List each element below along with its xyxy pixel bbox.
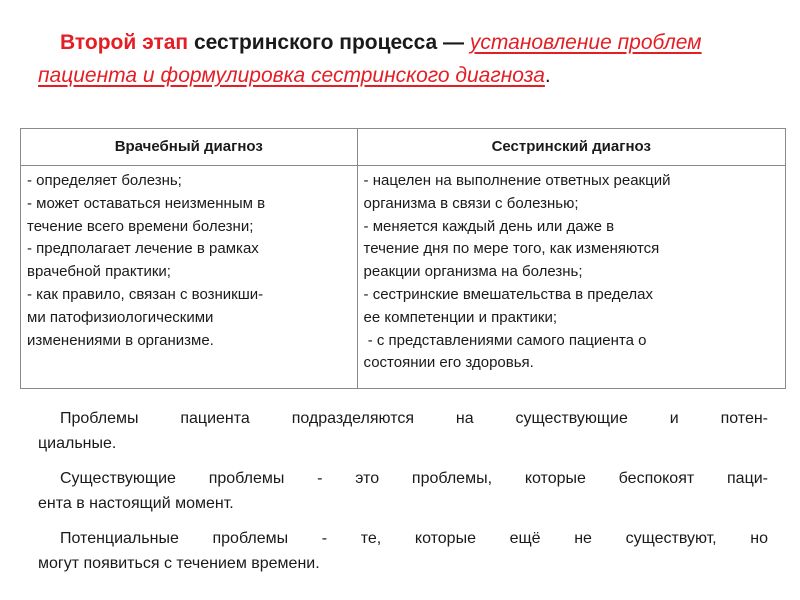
paragraph-line: ента в настоящий момент. <box>38 495 234 512</box>
cell-line: врачебной практики; <box>27 263 171 281</box>
cell-line: течение всего времени болезни; <box>27 217 254 235</box>
title-stage: Второй этап <box>60 31 189 54</box>
paragraph-line: Потенциальные проблемы - те, которые ещё не существуют, но <box>60 530 768 547</box>
medical-diagnosis-cell <box>21 166 358 389</box>
body-text <box>38 406 768 586</box>
table-header-row <box>21 129 786 166</box>
cell-line: течение дня по мере того, как изменяются <box>363 240 660 258</box>
paragraph-line: Существующие проблемы - это проблемы, которые беспокоят паци- <box>60 470 768 487</box>
slide-title <box>38 26 768 92</box>
paragraph-existing-problems <box>38 466 768 516</box>
paragraph-line: Проблемы пациента подразделяются на существующие и потен- <box>60 410 768 427</box>
cell-line: - как правило, связан с возникши- <box>27 285 264 303</box>
title-period: . <box>544 64 551 87</box>
cell-line: реакции организма на болезнь; <box>363 263 583 281</box>
cell-line: - предполагает лечение в рамках <box>27 240 259 258</box>
cell-line: - с представлениями самого пациента о <box>363 331 647 349</box>
paragraph-patient-problems <box>38 406 768 456</box>
cell-line: состоянии его здоровья. <box>363 354 534 372</box>
nursing-diagnosis-cell <box>357 166 785 389</box>
cell-line: - сестринские вмешательства в пределах <box>363 285 653 303</box>
paragraph-line: могут появиться с течением времени. <box>38 555 320 572</box>
cell-line: - определяет болезнь; <box>27 172 182 189</box>
cell-line: ми патофизиологическими <box>27 308 214 326</box>
diagnosis-comparison-table <box>20 128 786 389</box>
header-nursing-diagnosis: Сестринский диагноз <box>357 129 785 166</box>
title-process: сестринского процесса — <box>193 31 465 54</box>
cell-line: - нацелен на выполнение ответных реакций <box>363 172 671 189</box>
title-topic: установление проблем пациента и формулировка сестринского диагноза <box>38 31 702 87</box>
paragraph-potential-problems <box>38 526 768 576</box>
cell-line: ее компетенции и практики; <box>363 308 558 326</box>
table-row <box>21 166 786 389</box>
header-medical-diagnosis: Врачебный диагноз <box>21 129 358 166</box>
cell-line: - меняется каждый день или даже в <box>363 217 615 235</box>
cell-line: изменениями в организме. <box>27 331 214 349</box>
cell-line: - может оставаться неизменным в <box>27 194 266 212</box>
cell-line: организма в связи с болезнью; <box>363 194 579 212</box>
paragraph-line: циальные. <box>38 435 117 452</box>
